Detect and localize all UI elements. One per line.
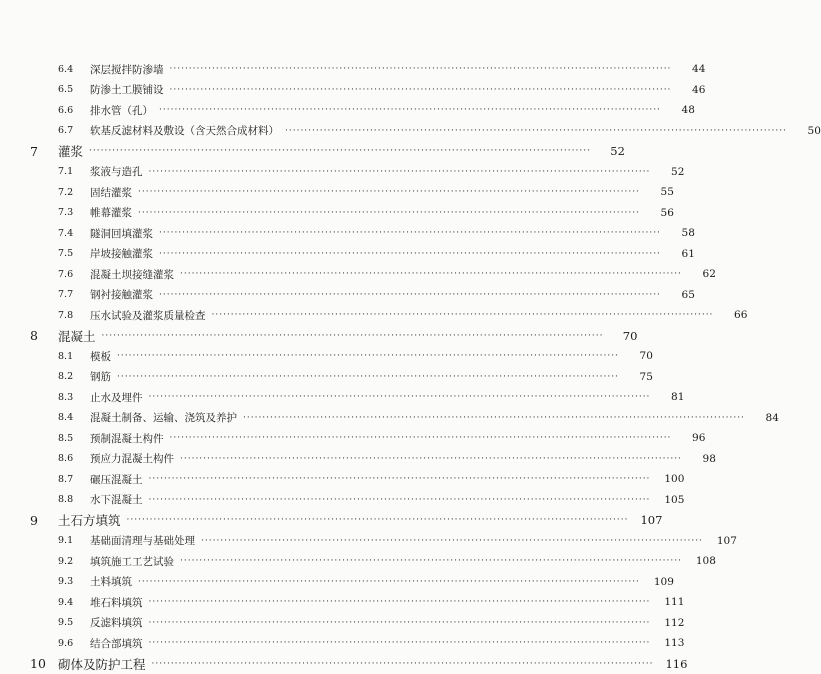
toc-page-number: 98	[702, 452, 716, 465]
toc-dot-leader	[138, 187, 640, 197]
toc-section-entry	[0, 59, 706, 79]
toc-entry-title: 浆液与造孔	[90, 166, 143, 178]
toc-dot-leader	[212, 310, 714, 320]
toc-dot-leader	[159, 249, 661, 259]
toc-entry-title: 砌体及防护工程	[58, 656, 146, 672]
toc-entry-title: 碾压混凝土	[90, 473, 143, 486]
toc-entry-title: 土料填筑	[90, 576, 132, 588]
toc-entry-number: 8.5	[58, 432, 74, 444]
toc-entry-title: 水下混凝土	[90, 494, 143, 506]
toc-section-entry	[0, 367, 653, 387]
toc-entry-number: 6.7	[58, 125, 74, 136]
toc-entry-number: 9	[30, 512, 38, 528]
toc-page-number: 116	[665, 656, 688, 671]
toc-entry-number: 8.3	[58, 391, 74, 403]
toc-page-number: 61	[681, 247, 695, 260]
toc-dot-leader	[180, 269, 682, 279]
toc-section-entry	[0, 428, 706, 448]
toc-dot-leader	[138, 577, 640, 587]
toc-entry-title: 模板	[90, 350, 111, 363]
toc-page-number: 84	[765, 411, 779, 424]
toc-page-number: 50	[807, 124, 821, 137]
toc-entry-title: 土石方填筑	[58, 513, 121, 528]
toc-dot-leader	[149, 392, 651, 402]
toc-section-entry	[0, 531, 737, 551]
toc-entry-title: 预制混凝土构件	[90, 432, 164, 445]
toc-page-number: 62	[702, 268, 716, 280]
toc-entry-title: 结合部填筑	[90, 637, 143, 650]
toc-entry-title: 防渗土工膜铺设	[90, 84, 164, 96]
toc-dot-leader	[180, 454, 682, 464]
toc-page-number: 107	[716, 534, 737, 547]
toc-dot-leader	[138, 208, 640, 218]
toc-page-number: 70	[622, 328, 638, 343]
toc-dot-leader	[149, 618, 651, 628]
toc-entry-number: 7.4	[58, 227, 74, 239]
toc-page-number: 56	[660, 206, 674, 219]
toc-entry-title: 钢衬接触灌浆	[90, 289, 153, 301]
toc-dot-leader	[102, 331, 604, 341]
toc-entry-number: 9.5	[58, 617, 74, 628]
toc-section-entry	[0, 264, 716, 284]
toc-dot-leader	[117, 372, 619, 382]
toc-page-number: 48	[681, 104, 695, 116]
toc-dot-leader	[170, 64, 672, 74]
toc-section-entry	[0, 469, 685, 489]
toc-entry-title: 堆石料填筑	[90, 596, 143, 609]
toc-section-entry	[0, 223, 695, 243]
toc-page-number: 108	[695, 555, 716, 567]
toc-section-entry	[0, 387, 685, 407]
toc-page-number: 52	[610, 144, 625, 158]
toc-entry-number: 8	[30, 328, 38, 343]
toc-entry-title: 压水试验及灌浆质量检查	[90, 309, 206, 322]
toc-entry-title: 钢筋	[90, 371, 111, 383]
toc-section-entry	[0, 100, 695, 120]
toc-section-entry	[0, 121, 821, 141]
toc-section-entry	[0, 285, 695, 305]
toc-page-number: 52	[671, 165, 685, 178]
toc-page-number: 109	[653, 575, 674, 588]
toc-page-number: 112	[664, 616, 685, 629]
toc-entry-title: 混凝土制备、运输、浇筑及养护	[90, 412, 237, 424]
toc-dot-leader	[89, 146, 591, 156]
toc-entry-number: 6.6	[58, 104, 74, 116]
toc-entry-number: 9.4	[58, 596, 74, 608]
toc-dot-leader	[159, 228, 661, 238]
toc-entry-number: 8.8	[58, 494, 74, 505]
toc-entry-number: 9.1	[58, 535, 74, 546]
toc-page-number: 100	[664, 473, 685, 485]
toc-entry-title: 排水管（孔）	[90, 104, 153, 117]
toc-dot-leader	[201, 536, 703, 546]
toc-entry-title: 隧洞回填灌浆	[90, 227, 153, 240]
toc-entry-title: 岸坡接触灌浆	[90, 248, 153, 260]
toc-dot-leader	[285, 126, 787, 136]
toc-section-entry	[0, 182, 674, 202]
toc-entry-title: 反滤料填筑	[90, 617, 143, 629]
toc-entry-number: 10	[30, 656, 46, 671]
toc-entry-title: 止水及埋件	[90, 391, 143, 404]
toc-dot-leader	[117, 351, 619, 361]
toc-dot-leader	[149, 474, 651, 484]
toc-dot-leader	[159, 290, 661, 300]
toc-page-number: 44	[692, 63, 706, 75]
toc-entry-title: 混凝土坝接缝灌浆	[90, 268, 174, 281]
toc-page-number: 65	[681, 288, 695, 301]
toc-entry-number: 7.7	[58, 289, 74, 300]
toc-entry-number: 7.6	[58, 268, 74, 280]
toc-entry-number: 7.1	[58, 166, 74, 177]
toc-page-number: 58	[681, 227, 695, 239]
toc-page-number: 75	[639, 370, 653, 383]
toc-section-entry	[0, 592, 685, 612]
toc-entry-number: 7.2	[58, 186, 74, 198]
toc-entry-number: 9.2	[58, 555, 74, 567]
toc-dot-leader	[159, 105, 661, 115]
toc-dot-leader	[170, 85, 672, 95]
toc-page-number: 113	[664, 637, 685, 649]
toc-page-number: 96	[692, 432, 706, 444]
toc-entry-title: 填筑施工工艺试验	[90, 555, 174, 568]
toc-section-entry	[0, 162, 685, 182]
toc-entry-title: 灌浆	[58, 144, 84, 159]
toc-page-number: 55	[660, 186, 674, 198]
toc-section-entry	[0, 408, 779, 428]
toc-entry-title: 深层搅拌防渗墙	[90, 63, 164, 76]
toc-entry-number: 8.4	[58, 412, 74, 423]
toc-chapter-entry	[0, 141, 625, 161]
toc-section-entry	[0, 305, 748, 325]
toc-page-number: 46	[692, 83, 706, 96]
toc-dot-leader	[152, 659, 654, 669]
toc-page-number: 70	[639, 350, 653, 362]
toc-entry-number: 6.4	[58, 63, 74, 75]
toc-section-entry	[0, 449, 716, 469]
toc-page-number: 107	[640, 513, 663, 527]
toc-dot-leader	[149, 495, 651, 505]
toc-section-entry	[0, 613, 685, 633]
toc-entry-title: 帷幕灌浆	[90, 207, 132, 219]
toc-section-entry	[0, 346, 653, 366]
toc-dot-leader	[149, 597, 651, 607]
toc-section-entry	[0, 203, 674, 223]
toc-entry-title: 软基反滤材料及敷设（含天然合成材料）	[90, 125, 279, 137]
toc-entry-number: 8.1	[58, 350, 74, 362]
toc-section-entry	[0, 633, 685, 653]
toc-entry-number: 8.6	[58, 453, 74, 464]
toc-entry-number: 7.5	[58, 248, 74, 259]
toc-entry-title: 预应力混凝土构件	[90, 453, 174, 465]
toc-section-entry	[0, 244, 695, 264]
toc-section-entry	[0, 80, 706, 100]
toc-section-entry	[0, 572, 674, 592]
toc-entry-title: 基础面清理与基础处理	[90, 535, 195, 547]
toc-section-entry	[0, 551, 716, 571]
toc-entry-number: 9.3	[58, 576, 74, 587]
toc-entry-number: 8.2	[58, 371, 74, 382]
toc-entry-number: 6.5	[58, 84, 74, 95]
toc-dot-leader	[180, 556, 682, 566]
toc-entry-number: 7.3	[58, 207, 74, 218]
toc-entry-number: 8.7	[58, 473, 74, 485]
toc-section-entry	[0, 490, 685, 510]
toc-page-number: 81	[671, 391, 685, 403]
toc-dot-leader	[127, 515, 629, 525]
toc-page-number: 66	[734, 309, 748, 321]
toc-page-number: 105	[664, 493, 685, 506]
toc-entry-number: 7.8	[58, 309, 74, 321]
toc-chapter-entry	[0, 326, 638, 346]
toc-entry-title: 固结灌浆	[90, 186, 132, 199]
toc-entry-title: 混凝土	[58, 328, 96, 344]
toc-chapter-entry	[0, 654, 688, 674]
toc-dot-leader	[149, 167, 651, 177]
toc-dot-leader	[170, 433, 672, 443]
toc-entry-number: 7	[30, 143, 38, 159]
toc-dot-leader	[243, 413, 745, 423]
toc-dot-leader	[149, 638, 651, 648]
toc-entry-number: 9.6	[58, 637, 74, 649]
toc-page-number: 111	[664, 596, 685, 608]
toc-chapter-entry	[0, 510, 663, 530]
